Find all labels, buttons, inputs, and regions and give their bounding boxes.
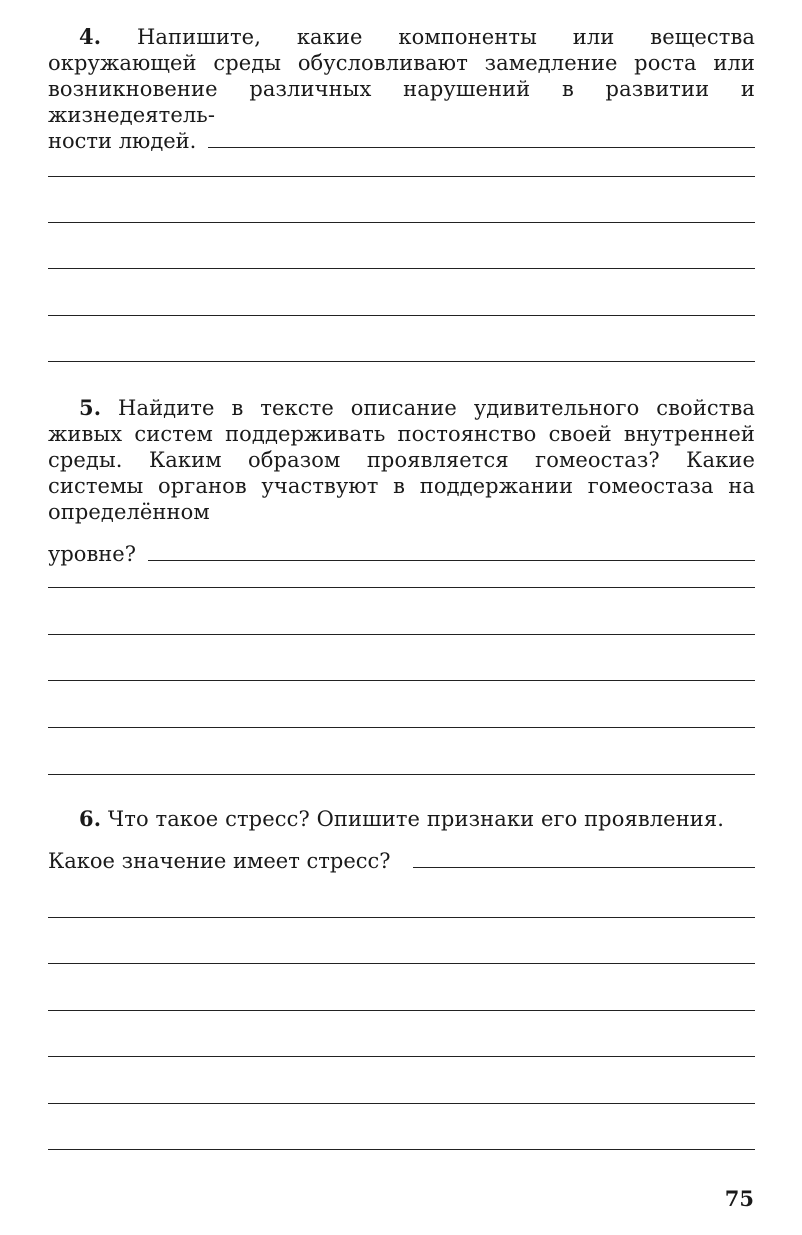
- answer-line[interactable]: [48, 1056, 755, 1057]
- question-5: [48, 395, 755, 567]
- answer-line[interactable]: [48, 727, 755, 728]
- answer-line[interactable]: [48, 222, 755, 223]
- question-6-text: Что такое стресс? Опишите признаки его проявления.: [107, 807, 725, 831]
- answer-line[interactable]: [208, 146, 755, 148]
- answer-line[interactable]: [48, 1149, 755, 1150]
- question-6-number: 6.: [79, 806, 102, 831]
- question-5-text: Найдите в тексте описание удивительного свойства живых систем поддерживать постоянство своей внутренней среды. Каким образом проявляется гомеостаз? Какие системы органов участвуют в поддержании гомеостаза на определённом: [48, 396, 755, 524]
- answer-line[interactable]: [48, 680, 755, 681]
- answer-line[interactable]: [48, 1010, 755, 1011]
- answer-line[interactable]: [48, 176, 755, 177]
- answer-line[interactable]: [413, 866, 755, 868]
- answer-line[interactable]: [48, 774, 755, 775]
- question-4-number: 4.: [79, 24, 102, 49]
- question-4: [48, 24, 755, 154]
- question-4-tail-text: ности людей.: [48, 129, 197, 153]
- question-5-tail-text: уровне?: [48, 542, 136, 566]
- answer-line[interactable]: [48, 361, 755, 362]
- answer-line[interactable]: [48, 963, 755, 964]
- page-number: 75: [724, 1186, 754, 1211]
- answer-line[interactable]: [48, 917, 755, 918]
- answer-line[interactable]: [148, 559, 755, 561]
- question-4-text: Напишите, какие компоненты или вещества окружающей среды обусловливают замедление роста или возникновение различных нарушений в развитии и жизнедеятель-: [48, 25, 755, 127]
- answer-line[interactable]: [48, 268, 755, 269]
- answer-line[interactable]: [48, 315, 755, 316]
- question-6-tail-text: Какое значение имеет стресс?: [48, 849, 391, 873]
- question-5-number: 5.: [79, 395, 102, 420]
- question-6: [48, 806, 755, 874]
- answer-line[interactable]: [48, 1103, 755, 1104]
- answer-line[interactable]: [48, 587, 755, 588]
- answer-line[interactable]: [48, 634, 755, 635]
